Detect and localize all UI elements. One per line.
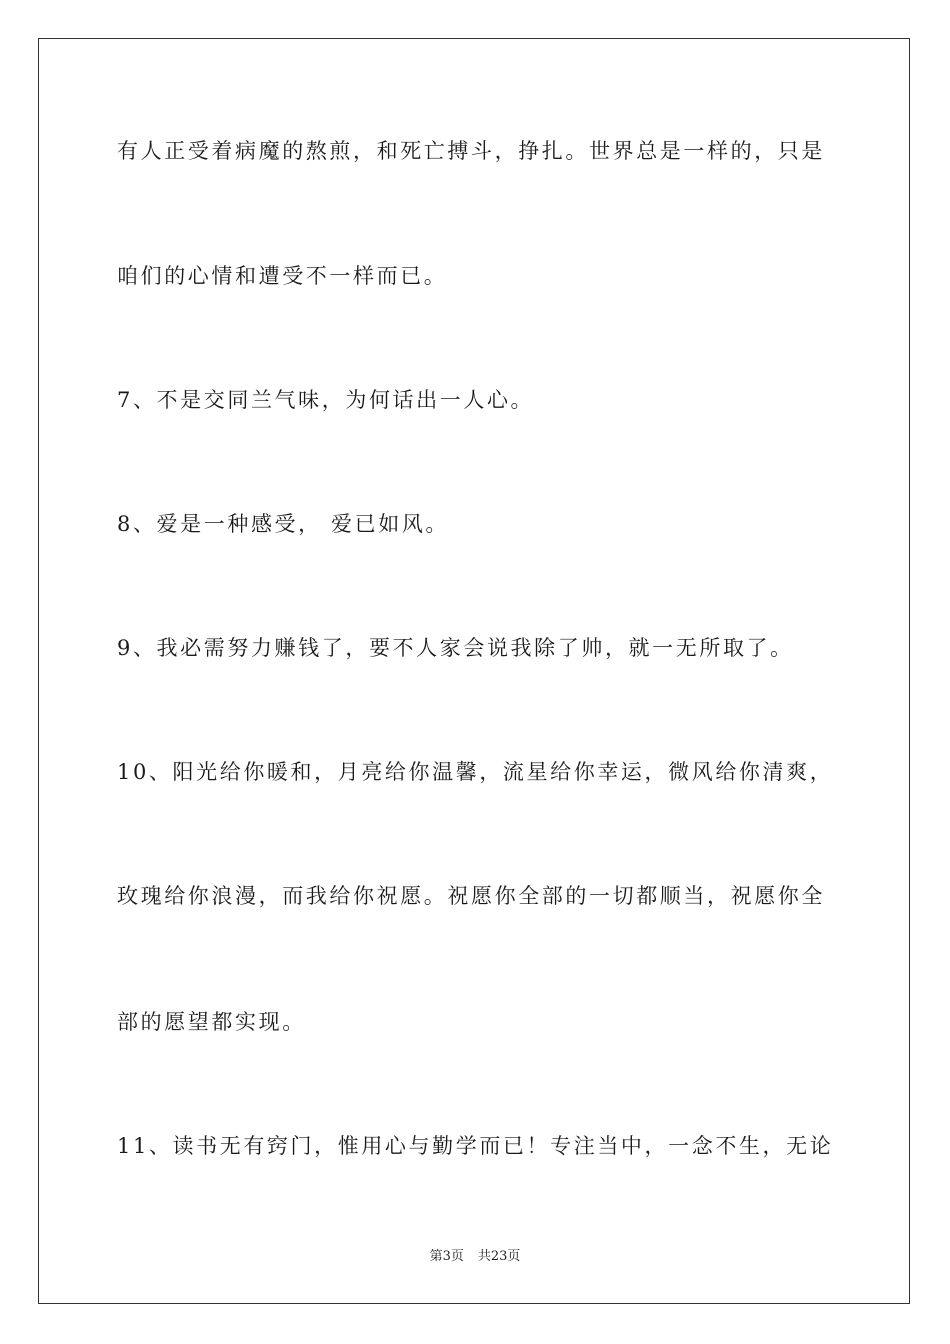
text-line: 玫瑰给你浪漫，而我给你祝愿。祝愿你全部的一切都顺当，祝愿你全 — [117, 884, 825, 908]
text-line: 有人正受着病魔的熬煎，和死亡搏斗，挣扎。世界总是一样的，只是 — [117, 139, 825, 163]
text-line: 10、阳光给你暖和，月亮给你温馨，流星给你幸运，微风给你清爽， — [117, 760, 834, 784]
text-line: 部的愿望都实现。 — [117, 1010, 306, 1034]
text-line: 11、读书无有窍门，惟用心与勤学而已！专注当中，一念不生，无论 — [117, 1134, 834, 1158]
page-frame — [38, 38, 910, 1304]
page-total: 共23页 — [477, 1249, 521, 1264]
text-line: 9、我必需努力赚钱了，要不人家会说我除了帅，就一无所取了。 — [117, 636, 794, 660]
text-line: 咱们的心情和遭受不一样而已。 — [117, 264, 448, 288]
text-line: 8、爱是一种感受， 爱已如风。 — [117, 512, 450, 536]
page-number: 第3页 — [429, 1249, 464, 1264]
text-line: 7、不是交同兰气味，为何话出一人心。 — [117, 388, 535, 412]
page-footer — [0, 1248, 950, 1266]
